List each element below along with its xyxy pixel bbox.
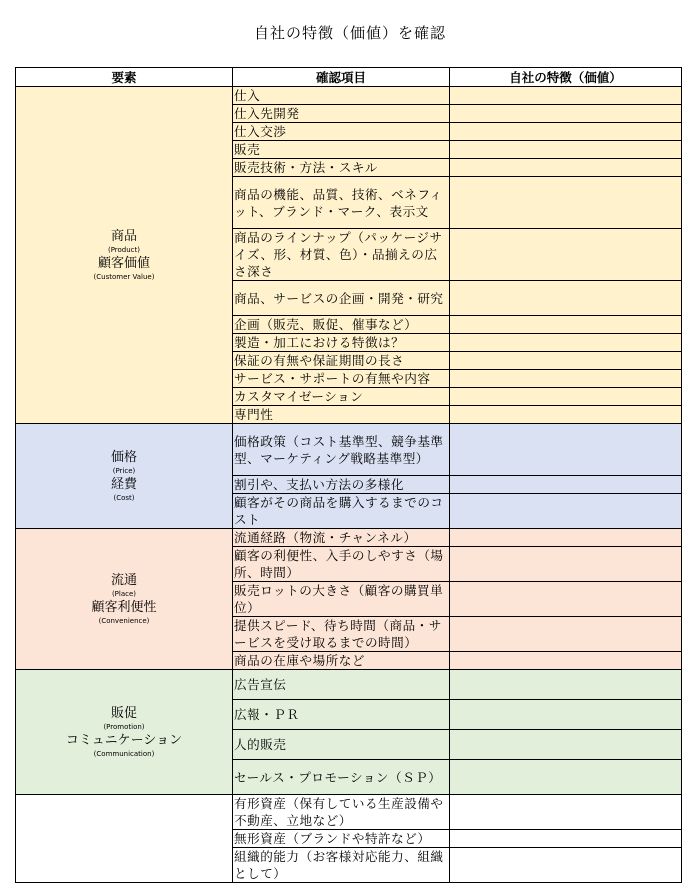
element-name-en: (Promotion) bbox=[103, 723, 145, 731]
check-item-cell: 販売ロットの大きさ（顧客の購買単位） bbox=[233, 582, 450, 617]
check-item-cell: カスタマイゼーション bbox=[233, 388, 450, 406]
element-sub: 経費 bbox=[110, 477, 137, 492]
table-row bbox=[16, 529, 682, 547]
check-item-cell: サービス・サポートの有無や内容 bbox=[233, 370, 450, 388]
check-item-cell: 広告宣伝 bbox=[233, 670, 450, 700]
check-item-cell: 商品のラインナップ（パッケージサイズ、形、材質、色）・品揃えの広さ深さ bbox=[233, 229, 450, 281]
check-item-cell: 商品の機能、品質、技術、ベネフィット、ブランド・マーク、表示文 bbox=[233, 177, 450, 229]
header-element: 要素 bbox=[16, 68, 233, 87]
feature-cell[interactable] bbox=[450, 406, 682, 424]
element-sub: コミュニケーション bbox=[65, 733, 183, 748]
table-row bbox=[16, 424, 682, 476]
check-item-cell: 製造・加工における特徴は？ bbox=[233, 334, 450, 352]
feature-cell[interactable] bbox=[450, 547, 682, 582]
check-item-cell: 価格政策（コスト基準型、競争基準型、マーケティング戦略基準型） bbox=[233, 424, 450, 476]
table-body bbox=[16, 87, 682, 883]
feature-cell[interactable] bbox=[450, 652, 682, 670]
check-item-cell: 提供スピード、待ち時間（商品・サービスを受け取るまでの時間） bbox=[233, 617, 450, 652]
feature-cell[interactable] bbox=[450, 388, 682, 406]
element-name-en: (Product) bbox=[107, 246, 141, 254]
check-item-cell: 有形資産（保有している生産設備や不動産、立地など） bbox=[233, 795, 450, 830]
feature-cell[interactable] bbox=[450, 700, 682, 730]
check-item-cell: 販売 bbox=[233, 141, 450, 159]
element-sub: 顧客価値 bbox=[97, 256, 150, 271]
feature-cell[interactable] bbox=[450, 670, 682, 700]
check-item-cell: 広報・ＰＲ bbox=[233, 700, 450, 730]
feature-cell[interactable] bbox=[450, 316, 682, 334]
check-item-cell: 仕入交渉 bbox=[233, 123, 450, 141]
check-item-cell: 販売技術・方法・スキル bbox=[233, 159, 450, 177]
element-name: 商品 bbox=[110, 229, 137, 244]
element-cell bbox=[16, 670, 233, 795]
feature-cell[interactable] bbox=[450, 281, 682, 316]
header-check-item: 確認項目 bbox=[233, 68, 450, 87]
table-row bbox=[16, 87, 682, 105]
element-name-en: (Place) bbox=[111, 590, 137, 598]
element-sub-en: (Customer Value) bbox=[93, 273, 155, 281]
element-sub-en: (Convenience) bbox=[98, 617, 150, 625]
table-row bbox=[16, 795, 682, 830]
feature-cell[interactable] bbox=[450, 730, 682, 760]
feature-table bbox=[15, 67, 682, 883]
check-item-cell: 企画（販売、販促、催事など） bbox=[233, 316, 450, 334]
element-sub-en: (Communication) bbox=[93, 750, 155, 758]
feature-cell[interactable] bbox=[450, 334, 682, 352]
feature-cell[interactable] bbox=[450, 830, 682, 848]
feature-cell[interactable] bbox=[450, 795, 682, 830]
feature-cell[interactable] bbox=[450, 123, 682, 141]
check-item-cell: 保証の有無や保証期間の長さ bbox=[233, 352, 450, 370]
feature-cell[interactable] bbox=[450, 177, 682, 229]
check-item-cell: 専門性 bbox=[233, 406, 450, 424]
check-item-cell: 顧客がその商品を購入するまでのコスト bbox=[233, 494, 450, 529]
check-item-cell: 商品の在庫や場所など bbox=[233, 652, 450, 670]
feature-cell[interactable] bbox=[450, 529, 682, 547]
check-item-cell: 仕入先開発 bbox=[233, 105, 450, 123]
feature-cell[interactable] bbox=[450, 370, 682, 388]
feature-cell[interactable] bbox=[450, 617, 682, 652]
element-name: 価格 bbox=[110, 450, 137, 465]
check-item-cell: 流通経路（物流・チャンネル） bbox=[233, 529, 450, 547]
check-item-cell: 人的販売 bbox=[233, 730, 450, 760]
check-item-cell: セールス・プロモーション（ＳＰ） bbox=[233, 760, 450, 795]
feature-cell[interactable] bbox=[450, 848, 682, 883]
feature-cell[interactable] bbox=[450, 159, 682, 177]
check-item-cell: 組織的能力（お客様対応能力、組織として） bbox=[233, 848, 450, 883]
page-title: 自社の特徴（価値）を確認 bbox=[253, 24, 446, 42]
feature-cell[interactable] bbox=[450, 424, 682, 476]
element-cell bbox=[16, 424, 233, 529]
check-item-cell: 割引や、支払い方法の多様化 bbox=[233, 476, 450, 494]
feature-cell[interactable] bbox=[450, 105, 682, 123]
element-sub: 顧客利便性 bbox=[91, 600, 157, 615]
header-row bbox=[16, 68, 682, 87]
feature-cell[interactable] bbox=[450, 494, 682, 529]
feature-cell[interactable] bbox=[450, 476, 682, 494]
check-item-cell: 商品、サービスの企画・開発・研究 bbox=[233, 281, 450, 316]
check-item-cell: 仕入 bbox=[233, 87, 450, 105]
element-name: 流通 bbox=[110, 573, 137, 588]
feature-cell[interactable] bbox=[450, 87, 682, 105]
header-feature: 自社の特徴（価値） bbox=[450, 68, 682, 87]
element-cell bbox=[16, 87, 233, 424]
element-name: 販促 bbox=[110, 706, 137, 721]
feature-cell[interactable] bbox=[450, 141, 682, 159]
element-sub-en: (Cost) bbox=[113, 494, 135, 502]
feature-cell[interactable] bbox=[450, 229, 682, 281]
element-cell bbox=[16, 529, 233, 670]
feature-cell[interactable] bbox=[450, 582, 682, 617]
table-row bbox=[16, 670, 682, 700]
feature-cell[interactable] bbox=[450, 352, 682, 370]
element-name-en: (Price) bbox=[112, 467, 136, 475]
check-item-cell: 顧客の利便性、入手のしやすさ（場所、時間） bbox=[233, 547, 450, 582]
feature-cell[interactable] bbox=[450, 760, 682, 795]
element-cell bbox=[16, 795, 233, 883]
check-item-cell: 無形資産（ブランドや特許など） bbox=[233, 830, 450, 848]
